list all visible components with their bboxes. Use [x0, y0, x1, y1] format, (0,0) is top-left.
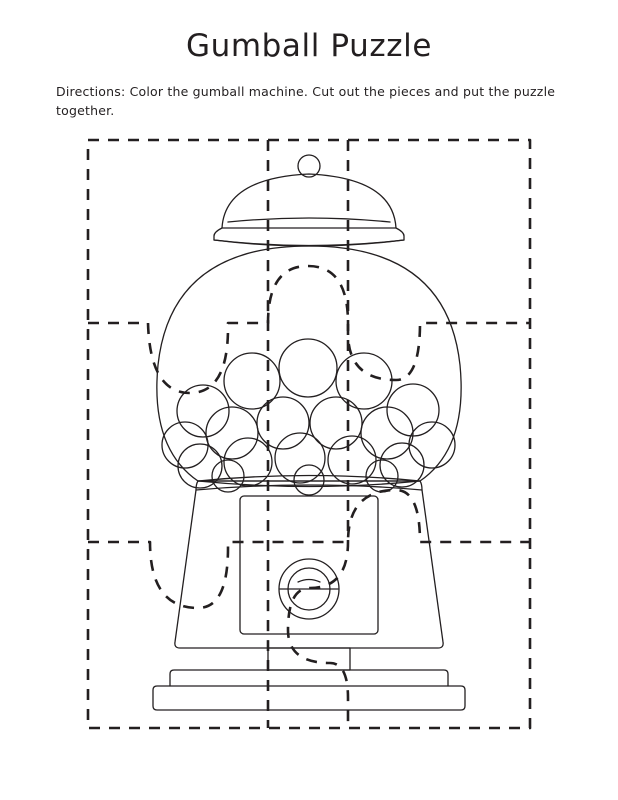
cut-line-horizontal-2 [88, 490, 530, 608]
directions-text: Directions: Color the gumball machine. Cut out the pieces and put the puzzle together. [56, 84, 556, 118]
dome-lid [214, 174, 404, 246]
turn-knob [279, 559, 339, 619]
coin-panel [240, 496, 378, 634]
cut-line-horizontal-1 [88, 266, 530, 393]
gumballs [162, 339, 455, 495]
page-title: Gumball Puzzle [185, 28, 433, 64]
puzzle-artboard [0, 118, 618, 778]
globe [157, 246, 461, 487]
base [153, 670, 465, 710]
machine-body [175, 476, 443, 649]
